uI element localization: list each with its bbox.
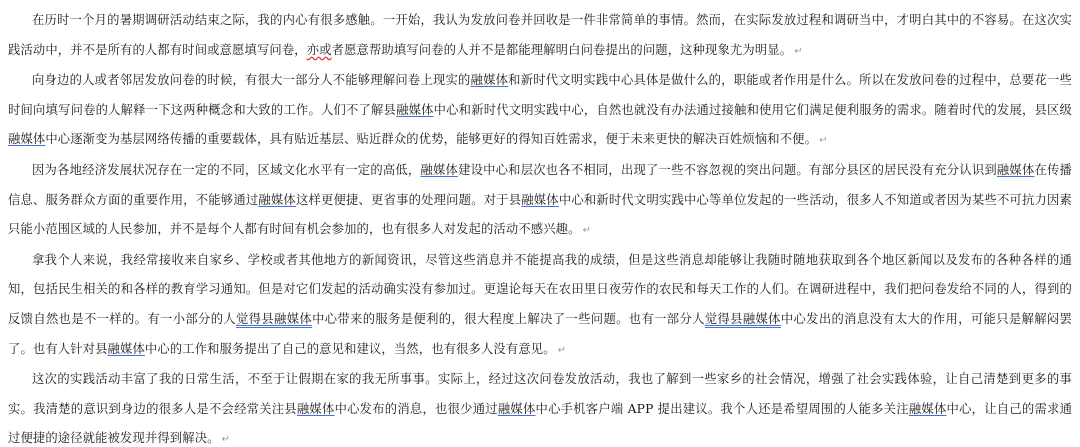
paragraph-5 (8, 365, 1072, 447)
grammar-underline: 融媒体 (908, 401, 947, 416)
grammar-underline: 融媒体 (470, 73, 509, 88)
text-run: 中心，让自己的需求通过便捷的途径就能被发现并得到解决。 (8, 401, 1073, 446)
paragraph-1 (8, 6, 1072, 66)
text-run: 在历时一个月的暑期调研活动结束之际，我的内心有很多感触。一开始，我认为发放问卷并回收是一件非常简单的事情。然而，在实际发放过程和调研当中，才明白其中的不容易。在这次实践活动中，并不是所有的人都有时间或意愿填写问卷， (8, 13, 1072, 57)
text-run: 这样更便捷、更省事的处理问题。对于县 (295, 192, 522, 207)
text-run: 因为各地经济发展状况存在一定的不同，区域文化水平有一定的高低， (32, 162, 421, 177)
text-run: 中心发布的消息，也很少通过 (334, 401, 498, 416)
text-run: 中心和新时代文明实践中心等单位发起的一些活动，很多人不知道或者因为某些不可抗力因素只能小范围区域的人民参加，并不是每个人都有时间有机会参加的，也有很多人对发起的活动不感兴趣。 (8, 192, 1073, 237)
paragraph-mark-icon: ↵ (221, 434, 231, 446)
grammar-underline: 融媒体 (521, 192, 559, 207)
grammar-underline: 觉得县融媒体 (704, 311, 781, 326)
grammar-underline: 融媒体 (8, 132, 46, 147)
paragraph-mark-icon: ↵ (557, 344, 567, 356)
grammar-underline: 融媒体 (420, 162, 459, 177)
text-run: 拿我个人来说，我经常接收来自家乡、学校或者其他地方的新闻资讯，尽管这些消息并不能提高我的成绩，但是这些消息却能够让我随时随地获取到各个地区新闻以及发布的各种各样的通知，包括民生相关的和各样的教育学习通知。但是对它们发起的活动确实没有参加过。更遑论每天在农田里日夜劳作的农民和每天工作的人们。在调研进程中，我们把问卷发给不同的人，得到的反馈自然也是不一样的。有一小部分的人 (8, 252, 1072, 326)
grammar-underline: 觉得县融媒体 (236, 311, 313, 326)
text-run: 这次的实践活动丰富了我的日常生活，不至于让假期在家的我无所事事。实际上，经过这次问卷发放活动，我也了解到一些家乡的社会情况，增强了社会实践体验，让自己清楚到更多的事实。我清楚的意识到身边的很多人是不会经常关注县 (8, 372, 1072, 416)
text-run: 中心和新时代文明实践中心，自然也就没有办法通过接触和使用它们满足便利服务的需求。随着时代的发展，县区级 (433, 102, 1073, 117)
text-run: 中心发出的消息没有太大的作用，可能只是解解闷罢了。也有人针对县 (8, 311, 1072, 356)
paragraph-2 (8, 66, 1072, 156)
grammar-underline: 融媒体 (258, 192, 296, 207)
text-run: 在传播信息、服务群众方面的重要作用，不能够通过 (8, 162, 1073, 207)
grammar-underline: 融媒体 (996, 162, 1035, 177)
text-run: 中心逐渐变为基层网络传播的重要载体，具有贴近基层、贴近群众的优势，能够更好的得知百姓需求，便于未来更快的解决百姓烦恼和不便。 (45, 132, 818, 147)
spelling-underline: 亦或 (306, 42, 332, 57)
text-run: 和新时代文明实践中心具体是做什么的，职能或者作用是什么。所以在发放问卷的过程中，总要花一些时间向填写问卷的人解释一下这两种概念和大致的工作。人们不了解县 (8, 73, 1072, 117)
paragraph-mark-icon: ↵ (794, 45, 803, 57)
grammar-underline: 融媒体 (396, 102, 434, 117)
grammar-underline: 融媒体 (497, 401, 536, 416)
text-run: 建设中心和层次也各不相同，出现了一些不容忽视的突出问题。有部分县区的居民没有充分认识到 (458, 162, 997, 177)
paragraph-4 (8, 246, 1072, 365)
text-run: 中心手机客户端 APP 提出建议。我个人还是希望周围的人能多关注 (535, 401, 909, 416)
grammar-underline: 融媒体 (296, 401, 335, 416)
paragraph-mark-icon: ↵ (819, 135, 828, 147)
text-run: 者愿意帮助填写问卷的人并不是都能理解明白问卷提出的问题，这种现象尤为明显。 (331, 42, 793, 57)
grammar-underline: 融媒体 (107, 341, 145, 356)
paragraph-mark-icon: ↵ (582, 225, 592, 237)
text-run: 向身边的人或者邻居发放问卷的时候，有很大一部分人不能够理解问卷上现实的 (32, 73, 471, 88)
text-run: 中心的工作和服务提出了自己的意见和建议，当然，也有很多人没有意见。 (144, 341, 556, 356)
paragraph-3 (8, 156, 1072, 246)
text-run: 中心带来的服务是便利的，很大程度上解决了一些问题。也有一部分人 (312, 311, 705, 326)
